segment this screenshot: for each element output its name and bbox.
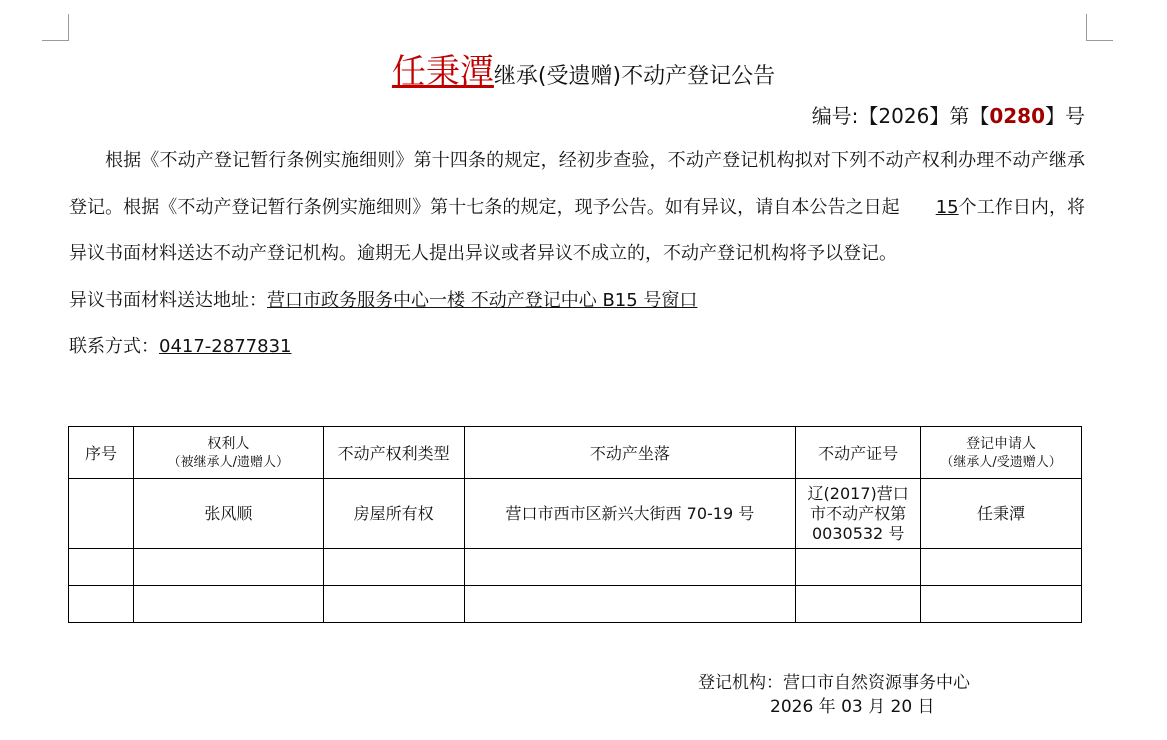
address-value: 营口市政务服务中心一楼 不动产登记中心 B15 号窗口 [267, 289, 698, 311]
header-applicant-label: 登记申请人 [966, 435, 1037, 452]
cell-right-holder: 张风顺 [133, 479, 323, 549]
table-header-row [69, 427, 1082, 479]
title-rest: 继承(受遗赠)不动产登记公告 [493, 64, 776, 89]
address-line [69, 278, 1085, 325]
header-seq: 序号 [69, 427, 134, 479]
cell-right-type: 房屋所有权 [323, 479, 464, 549]
notice-paragraph [69, 138, 1085, 278]
header-right-holder-sub: （被继承人/遗赠人） [167, 454, 290, 470]
page-corner-mark-top-right [1086, 14, 1113, 41]
doc-number-prefix: 编号:【2026】第【 [811, 104, 990, 128]
header-applicant [921, 427, 1082, 479]
doc-number-suffix: 】号 [1045, 104, 1085, 128]
header-location: 不动产坐落 [464, 427, 796, 479]
contact-label: 联系方式： [69, 336, 159, 357]
title-name: 任秉潭 [391, 52, 494, 92]
table-row-empty [69, 549, 1082, 586]
doc-number-value: 0280 [989, 104, 1045, 128]
header-cert-no: 不动产证号 [796, 427, 921, 479]
document-number [812, 100, 1085, 129]
cell-cert-no: 辽(2017)营口市不动产权第 0030532 号 [796, 479, 921, 549]
header-right-type: 不动产权利类型 [323, 427, 464, 479]
cell-applicant: 任秉潭 [921, 479, 1082, 549]
cell-seq [69, 479, 134, 549]
notice-text-end: 个工作日内，将异议书面材料送达不动产登记机构。逾期无人提出异议或者异议不成立的，不动产登记机构将予以登记。 [69, 196, 1086, 264]
objection-days: 15 [935, 196, 959, 218]
address-label: 异议书面材料送达地址： [69, 289, 267, 311]
notice-date: 2026 年 03 月 20 日 [770, 697, 935, 717]
header-applicant-sub: （继承人/受遗赠人） [940, 454, 1062, 470]
registration-table [68, 426, 1082, 623]
contact-value: 0417-2877831 [159, 336, 292, 357]
table-row-empty [69, 586, 1082, 623]
contact-line [69, 324, 1085, 371]
registration-authority: 登记机构：营口市自然资源事务中心 [698, 673, 970, 693]
notice-text: 根据《不动产登记暂行条例实施细则》第十四条的规定，经初步查验，不动产登记机构拟对下列不动产权利办理不动产继承登记。根据《不动产登记暂行条例实施细则》第十七条的规定，现予公告。如有异议，请自本公告之日起 [69, 150, 1085, 218]
notice-body [69, 138, 1085, 371]
cell-location: 营口市西市区新兴大街西 70-19 号 [464, 479, 796, 549]
page-title [0, 44, 1167, 93]
header-right-holder-label: 权利人 [207, 435, 250, 452]
page-corner-mark-top-left [42, 14, 69, 41]
table-row [69, 479, 1082, 549]
header-right-holder [133, 427, 323, 479]
